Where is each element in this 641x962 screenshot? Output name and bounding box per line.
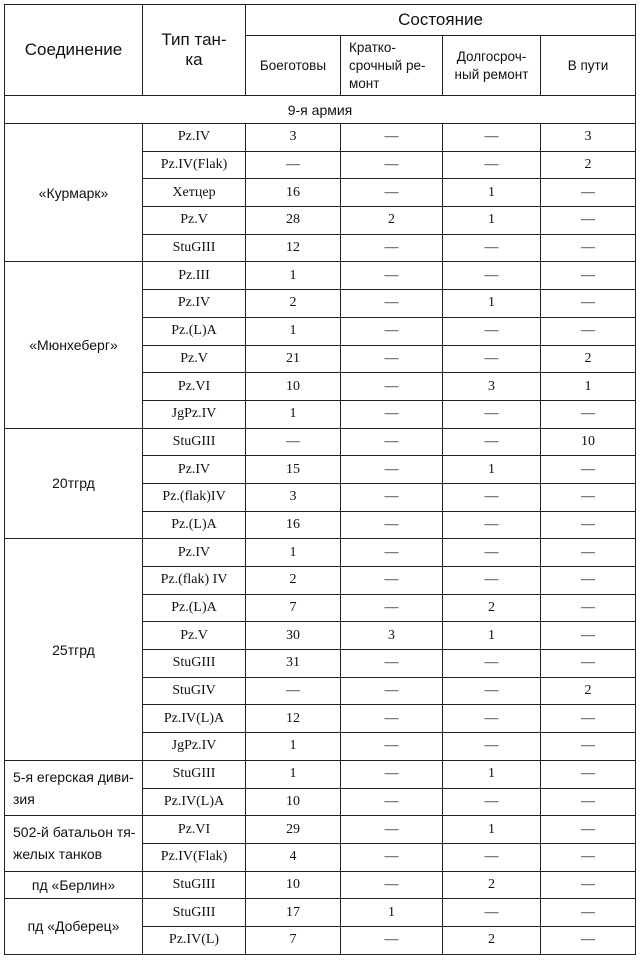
long-repair-cell: —	[443, 899, 541, 927]
ready-count-cell: 16	[246, 511, 341, 539]
ready-count-cell: 10	[246, 788, 341, 816]
in-transit-cell: 3	[541, 124, 636, 152]
long-repair-cell: —	[443, 234, 541, 262]
in-transit-cell: 2	[541, 345, 636, 373]
tank-type-cell: Pz.V	[143, 207, 246, 235]
long-repair-cell: 1	[443, 179, 541, 207]
short-repair-cell: —	[341, 788, 443, 816]
in-transit-cell: 10	[541, 428, 636, 456]
short-repair-cell: —	[341, 345, 443, 373]
long-repair-cell: 1	[443, 290, 541, 318]
long-repair-cell: —	[443, 650, 541, 678]
in-transit-cell: —	[541, 511, 636, 539]
table-row	[5, 428, 636, 456]
ready-count-cell: —	[246, 428, 341, 456]
short-repair-cell: —	[341, 733, 443, 761]
long-repair-cell: —	[443, 788, 541, 816]
short-repair-cell: —	[341, 926, 443, 954]
in-transit-cell: —	[541, 843, 636, 871]
ready-count-cell: 21	[246, 345, 341, 373]
tank-type-cell: Pz.(flak)IV	[143, 483, 246, 511]
tank-type-cell: Хетцер	[143, 179, 246, 207]
long-repair-cell: 2	[443, 594, 541, 622]
short-repair-cell: —	[341, 760, 443, 788]
in-transit-cell: —	[541, 594, 636, 622]
army-heading: 9-я армия	[5, 96, 636, 124]
short-repair-cell: —	[341, 843, 443, 871]
tank-type-cell: Pz.IV	[143, 290, 246, 318]
tank-type-cell: Pz.V	[143, 622, 246, 650]
table-row	[5, 816, 636, 844]
ready-count-cell: 7	[246, 926, 341, 954]
in-transit-cell: —	[541, 705, 636, 733]
long-repair-cell: 1	[443, 622, 541, 650]
ready-count-cell: 30	[246, 622, 341, 650]
short-repair-cell: —	[341, 262, 443, 290]
short-repair-cell: —	[341, 594, 443, 622]
header-state: Состояние	[246, 5, 636, 36]
tank-type-cell: JgPz.IV	[143, 400, 246, 428]
ready-count-cell: 29	[246, 816, 341, 844]
ready-count-cell: 15	[246, 456, 341, 484]
ready-count-cell: —	[246, 151, 341, 179]
long-repair-cell: —	[443, 345, 541, 373]
long-repair-cell: —	[443, 400, 541, 428]
header-ready: Боеготовы	[246, 36, 341, 96]
ready-count-cell: 12	[246, 705, 341, 733]
short-repair-cell: —	[341, 567, 443, 595]
long-repair-cell: —	[443, 567, 541, 595]
in-transit-cell: —	[541, 456, 636, 484]
tank-type-cell: Pz.IV	[143, 456, 246, 484]
long-repair-cell: —	[443, 317, 541, 345]
short-repair-cell: 3	[341, 622, 443, 650]
tank-type-cell: Pz.IV	[143, 539, 246, 567]
table-body	[5, 96, 636, 955]
in-transit-cell: —	[541, 179, 636, 207]
long-repair-cell: 2	[443, 926, 541, 954]
unit-name-cell: 25тгрд	[5, 539, 143, 761]
long-repair-cell: 1	[443, 456, 541, 484]
ready-count-cell: 10	[246, 373, 341, 401]
table-header	[5, 5, 636, 96]
in-transit-cell: —	[541, 567, 636, 595]
ready-count-cell: 1	[246, 400, 341, 428]
ready-count-cell: 1	[246, 539, 341, 567]
tank-type-cell: StuGIII	[143, 234, 246, 262]
in-transit-cell: 2	[541, 151, 636, 179]
in-transit-cell: —	[541, 207, 636, 235]
ready-count-cell: 28	[246, 207, 341, 235]
long-repair-cell: —	[443, 262, 541, 290]
tank-type-cell: StuGIII	[143, 871, 246, 899]
in-transit-cell: —	[541, 733, 636, 761]
tank-type-cell: Pz.IV(Flak)	[143, 151, 246, 179]
tank-type-cell: StuGIII	[143, 650, 246, 678]
long-repair-cell: —	[443, 428, 541, 456]
header-long-repair: Долгосроч- ный ремонт	[443, 36, 541, 96]
in-transit-cell: —	[541, 788, 636, 816]
tank-type-cell: Pz.IV(L)	[143, 926, 246, 954]
unit-name-cell: 20тгрд	[5, 428, 143, 539]
short-repair-cell: —	[341, 483, 443, 511]
ready-count-cell: 3	[246, 124, 341, 152]
table-row	[5, 124, 636, 152]
in-transit-cell: —	[541, 400, 636, 428]
ready-count-cell: 17	[246, 899, 341, 927]
in-transit-cell: —	[541, 483, 636, 511]
long-repair-cell: 1	[443, 816, 541, 844]
short-repair-cell: —	[341, 456, 443, 484]
tank-status-table-container	[4, 4, 635, 955]
in-transit-cell: —	[541, 234, 636, 262]
tank-type-cell: StuGIV	[143, 677, 246, 705]
long-repair-cell: —	[443, 539, 541, 567]
table-row	[5, 871, 636, 899]
tank-type-cell: StuGIII	[143, 760, 246, 788]
table-row	[5, 899, 636, 927]
tank-type-cell: Pz.(flak) IV	[143, 567, 246, 595]
short-repair-cell: —	[341, 373, 443, 401]
tank-status-table	[4, 4, 636, 955]
long-repair-cell: —	[443, 151, 541, 179]
in-transit-cell: —	[541, 871, 636, 899]
in-transit-cell: —	[541, 290, 636, 318]
ready-count-cell: 31	[246, 650, 341, 678]
short-repair-cell: —	[341, 179, 443, 207]
in-transit-cell: —	[541, 816, 636, 844]
header-unit: Соединение	[5, 5, 143, 96]
tank-type-cell: Pz.IV(L)A	[143, 705, 246, 733]
long-repair-cell: 3	[443, 373, 541, 401]
long-repair-cell: —	[443, 843, 541, 871]
short-repair-cell: 2	[341, 207, 443, 235]
ready-count-cell: 16	[246, 179, 341, 207]
ready-count-cell: 2	[246, 567, 341, 595]
tank-type-cell: Pz.VI	[143, 373, 246, 401]
short-repair-cell: —	[341, 539, 443, 567]
long-repair-cell: 1	[443, 760, 541, 788]
in-transit-cell: —	[541, 926, 636, 954]
short-repair-cell: —	[341, 234, 443, 262]
tank-type-cell: Pz.IV(L)A	[143, 788, 246, 816]
short-repair-cell: —	[341, 871, 443, 899]
in-transit-cell: —	[541, 539, 636, 567]
ready-count-cell: 10	[246, 871, 341, 899]
long-repair-cell: 1	[443, 207, 541, 235]
tank-type-cell: Pz.III	[143, 262, 246, 290]
short-repair-cell: —	[341, 511, 443, 539]
header-tank-type: Тип тан- ка	[143, 5, 246, 96]
table-row	[5, 262, 636, 290]
in-transit-cell: 1	[541, 373, 636, 401]
ready-count-cell: —	[246, 677, 341, 705]
long-repair-cell: —	[443, 511, 541, 539]
ready-count-cell: 1	[246, 262, 341, 290]
ready-count-cell: 12	[246, 234, 341, 262]
table-row	[5, 760, 636, 788]
short-repair-cell: —	[341, 400, 443, 428]
short-repair-cell: —	[341, 816, 443, 844]
short-repair-cell: —	[341, 705, 443, 733]
unit-name-cell: «Курмарк»	[5, 124, 143, 262]
tank-type-cell: Pz.(L)A	[143, 511, 246, 539]
tank-type-cell: Pz.(L)A	[143, 317, 246, 345]
header-short-repair: Кратко- срочный ре- монт	[341, 36, 443, 96]
long-repair-cell: —	[443, 677, 541, 705]
in-transit-cell: —	[541, 760, 636, 788]
in-transit-cell: 2	[541, 677, 636, 705]
unit-name-cell: пд «Доберец»	[5, 899, 143, 954]
tank-type-cell: Pz.VI	[143, 816, 246, 844]
ready-count-cell: 7	[246, 594, 341, 622]
in-transit-cell: —	[541, 262, 636, 290]
tank-type-cell: Pz.V	[143, 345, 246, 373]
ready-count-cell: 2	[246, 290, 341, 318]
short-repair-cell: 1	[341, 899, 443, 927]
short-repair-cell: —	[341, 290, 443, 318]
long-repair-cell: —	[443, 733, 541, 761]
in-transit-cell: —	[541, 622, 636, 650]
tank-type-cell: StuGIII	[143, 428, 246, 456]
short-repair-cell: —	[341, 151, 443, 179]
unit-name-cell: пд «Берлин»	[5, 871, 143, 899]
unit-name-cell: «Мюнхеберг»	[5, 262, 143, 428]
long-repair-cell: —	[443, 483, 541, 511]
short-repair-cell: —	[341, 677, 443, 705]
long-repair-cell: —	[443, 124, 541, 152]
unit-name-cell: 502-й батальон тя- желых танков	[5, 816, 143, 871]
table-row	[5, 539, 636, 567]
short-repair-cell: —	[341, 428, 443, 456]
in-transit-cell: —	[541, 317, 636, 345]
short-repair-cell: —	[341, 317, 443, 345]
tank-type-cell: Pz.IV	[143, 124, 246, 152]
in-transit-cell: —	[541, 899, 636, 927]
tank-type-cell: StuGIII	[143, 899, 246, 927]
ready-count-cell: 3	[246, 483, 341, 511]
ready-count-cell: 1	[246, 760, 341, 788]
short-repair-cell: —	[341, 650, 443, 678]
tank-type-cell: Pz.IV(Flak)	[143, 843, 246, 871]
tank-type-cell: Pz.(L)A	[143, 594, 246, 622]
in-transit-cell: —	[541, 650, 636, 678]
ready-count-cell: 4	[246, 843, 341, 871]
unit-name-cell: 5-я егерская диви- зия	[5, 760, 143, 815]
ready-count-cell: 1	[246, 733, 341, 761]
long-repair-cell: —	[443, 705, 541, 733]
header-in-transit: В пути	[541, 36, 636, 96]
tank-type-cell: JgPz.IV	[143, 733, 246, 761]
long-repair-cell: 2	[443, 871, 541, 899]
short-repair-cell: —	[341, 124, 443, 152]
ready-count-cell: 1	[246, 317, 341, 345]
